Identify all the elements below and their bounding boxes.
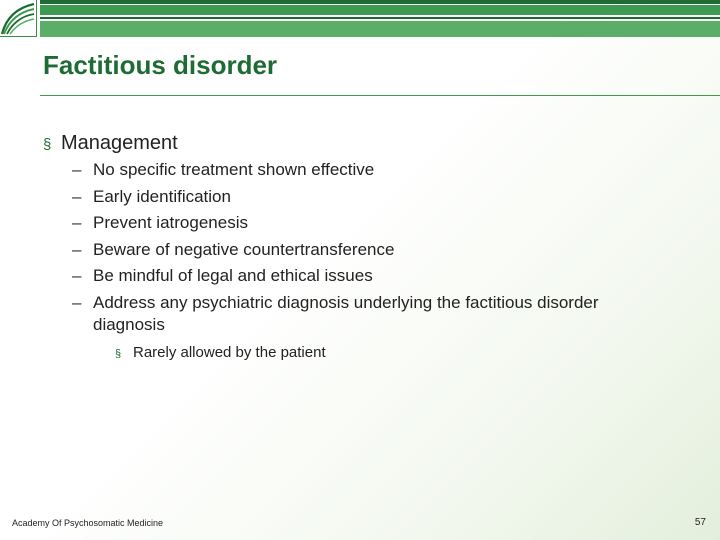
sub-points-list xyxy=(43,159,683,336)
sub-point-item xyxy=(43,265,683,287)
main-bullet xyxy=(43,132,683,155)
sub-point-item xyxy=(43,159,683,181)
title-divider xyxy=(40,95,720,96)
dash-bullet-icon: – xyxy=(72,292,82,312)
slide-body xyxy=(43,132,683,361)
sub-sub-point-text: Rarely allowed by the patient xyxy=(133,343,326,361)
square-bullet-icon: § xyxy=(43,136,52,153)
header-band-top xyxy=(40,0,720,4)
sub-point-item xyxy=(43,186,683,208)
sub-point-text: Early identification xyxy=(93,186,231,206)
main-point-text: Management xyxy=(61,132,178,154)
footer-organization: Academy Of Psychosomatic Medicine xyxy=(12,518,164,528)
sub-point-text: Be mindful of legal and ethical issues xyxy=(93,266,373,285)
square-bullet-icon: § xyxy=(115,347,122,360)
sub-point-text: No specific treatment shown effective xyxy=(93,160,375,179)
page-number: 57 xyxy=(694,517,706,528)
header-band-lower xyxy=(40,21,720,37)
logo xyxy=(0,0,37,37)
sub-point-item xyxy=(43,239,683,261)
dash-bullet-icon: – xyxy=(72,160,82,179)
header-band-thin xyxy=(40,17,720,19)
sub-point-item xyxy=(43,212,683,234)
dash-bullet-icon: – xyxy=(72,213,82,232)
header-band-middle xyxy=(40,5,720,15)
dash-bullet-icon: – xyxy=(72,239,82,259)
dash-bullet-icon: – xyxy=(72,266,82,285)
sub-point-text: Beware of negative countertransference xyxy=(93,239,395,259)
sub-sub-bullet xyxy=(43,344,683,361)
sub-point-text: Prevent iatrogenesis xyxy=(93,213,248,232)
sub-point-item xyxy=(43,292,683,336)
slide-title: Factitious disorder xyxy=(43,50,278,80)
apm-swoosh-logo-icon xyxy=(0,0,36,36)
sub-point-text: Address any psychiatric diagnosis underlying the factitious disorder diagnosis xyxy=(93,292,599,334)
dash-bullet-icon: – xyxy=(72,186,82,206)
